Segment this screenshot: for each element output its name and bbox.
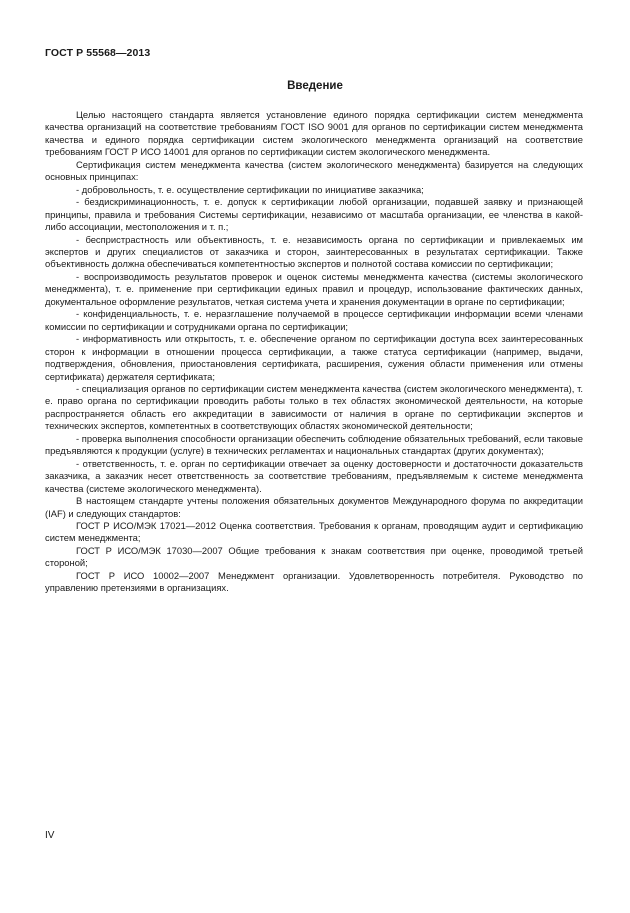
paragraph: - воспроизводимость результатов проверок и оценок системы менеджмента качества (системы экологического менеджмента), т. е. применение при сертификации единых правил и процедур, использование фактических данных, документальное оформление результатов, четкая система учета и хранения документации в органе по сертификации; <box>45 270 583 307</box>
paragraph: - конфиденциальность, т. е. неразглашение получаемой в процессе сертификации информации всеми членами комиссии по сертификации и сотрудниками органа по сертификации; <box>45 308 583 332</box>
paragraph: В настоящем стандарте учтены положения обязательных документов Международного форума по аккредитации (IAF) и следующих стандартов: <box>45 495 583 519</box>
document-code-header: ГОСТ Р 55568—2013 <box>45 47 151 59</box>
page-number: IV <box>45 830 55 841</box>
paragraph: - информативность или открытость, т. е. обеспечение органом по сертификации доступа всех заинтересованных сторон к информации в отношении процесса сертификации, а также статуса сертификации (например, выдачи, подтверждения, обновления, приостановления сертификата, расширения, сужения области применения или отмены сертификата) держателя сертификата; <box>45 333 583 382</box>
paragraph: - проверка выполнения способности организации обеспечить соблюдение обязательных требований, если таковые предъявляются к продукции (услуге) в технических регламентах и национальных стандартах (других документах); <box>45 432 583 457</box>
paragraph: - беспристрастность или объективность, т. е. независимость органа по сертификации и привлекаемых им экспертов и других специалистов от заказчика и сторон, заинтересованных в результатах сертификации. Также объективность должна обеспечиваться компетентностью экспертов и полнотой состава комиссии по сертификации; <box>45 233 583 270</box>
paragraph: Целью настоящего стандарта является установление единого порядка сертификации систем менеджмента качества организаций на соответствие требованиям ГОСТ ISO 9001 для органов по сертификации систем менеджмента качества и единого порядка сертификации систем экологического менеджмента организаций на соответствие требованиям ГОСТ Р ИСО 14001 для органов по сертификации систем экологического менеджмента. <box>45 109 583 158</box>
paragraph: - специализация органов по сертификации систем менеджмента качества (систем экологического менеджмента), т. е. право органа по сертификации проводить работы только в тех областях экономической деятельности, на которые распространяется область его аккредитации в зависимости от наличия в органе по сертификации экспертов и технических экспертов, компетентных в соответствующих областях экономической деятельности; <box>45 382 583 432</box>
paragraph: ГОСТ Р ИСО 10002—2007 Менеджмент организации. Удовлетворенность потребителя. Руководство по управлению претензиями в организациях. <box>45 569 583 594</box>
paragraph: ГОСТ Р ИСО/МЭК 17021—2012 Оценка соответствия. Требования к органам, проводящим аудит и сертификацию систем менеджмента; <box>45 519 583 544</box>
paragraph: - бездискриминационность, т. е. допуск к сертификации любой организации, подавшей заявку и признающей принципы, правила и требования Системы сертификации, независимо от масштаба организации, ее членства в какой-либо ассоциации, местоположения и т. п.; <box>45 196 583 233</box>
paragraph: - ответственность, т. е. орган по сертификации отвечает за оценку достоверности и достаточности доказательств заказчика, а заказчик несет ответственность за соответствие требованиям, предъявляемым к системе менеджмента качества (системе экологического менеджмента). <box>45 457 583 494</box>
paragraph: Сертификация систем менеджмента качества (систем экологического менеджмента) базируется на следующих основных принципах: <box>45 158 583 183</box>
introduction-body <box>45 109 583 595</box>
section-title: Введение <box>287 80 343 92</box>
paragraph: - добровольность, т. е. осуществление сертификации по инициативе заказчика; <box>76 183 424 195</box>
paragraph: ГОСТ Р ИСО/МЭК 17030—2007 Общие требования к знакам соответствия при оценке, проводимой третьей стороной; <box>45 544 583 569</box>
